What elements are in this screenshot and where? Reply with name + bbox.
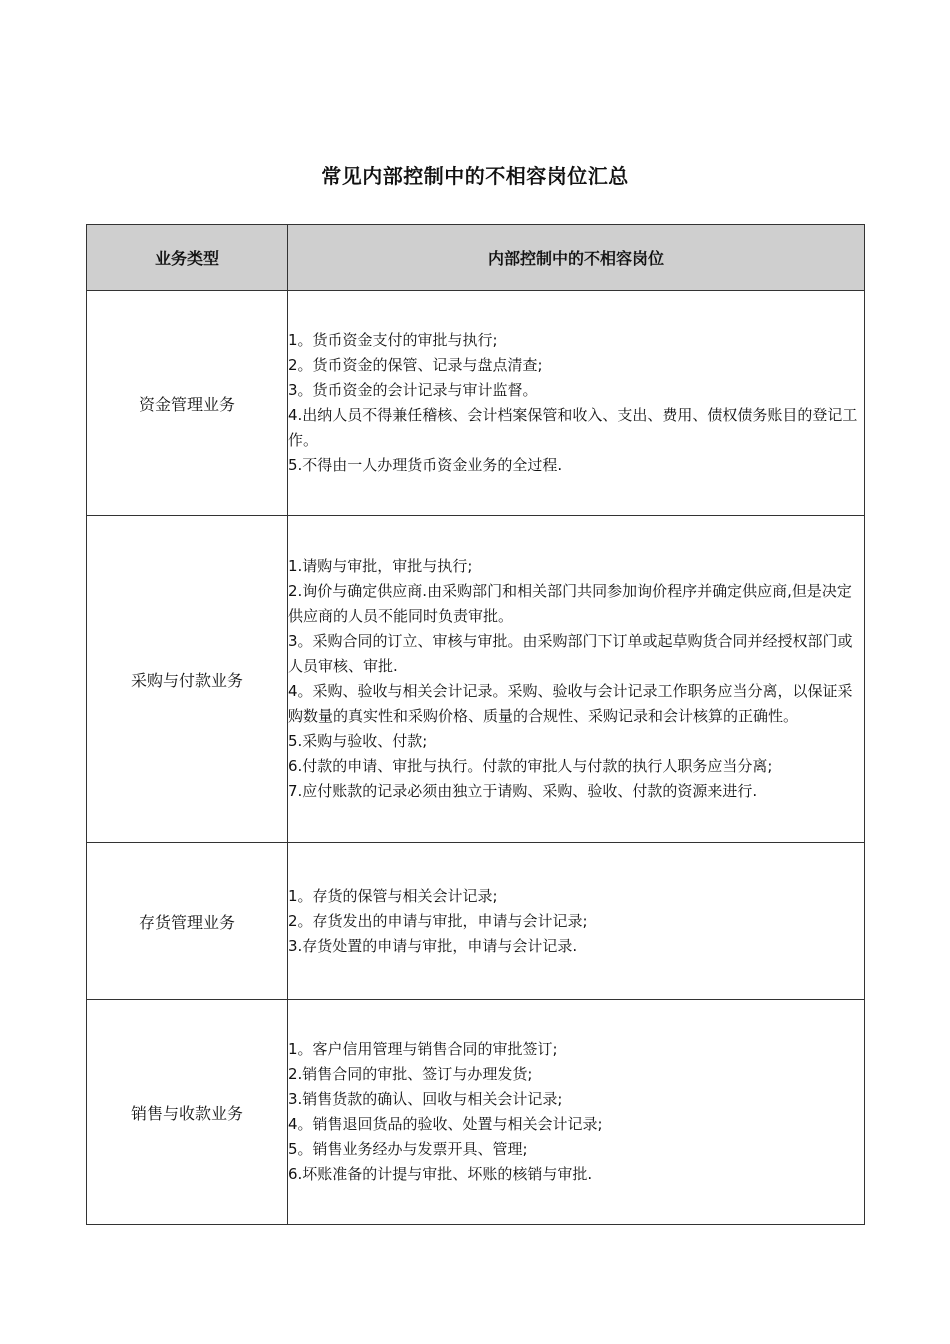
list-item: 5。销售业务经办与发票开具、管理; — [288, 1140, 528, 1158]
list-item: 4。销售退回货品的验收、处置与相关会计记录; — [288, 1115, 603, 1133]
table-row — [87, 1000, 865, 1225]
positions-list — [288, 884, 864, 959]
header-incompatible-positions: 内部控制中的不相容岗位 — [288, 225, 865, 291]
document-title: 常见内部控制中的不相容岗位汇总 — [321, 164, 629, 188]
list-item: 3。采购合同的订立、审核与审批。由采购部门下订单或起草购货合同并经授权部门或人员审核、审批. — [288, 632, 853, 675]
list-item: 5.不得由一人办理货币资金业务的全过程. — [288, 456, 563, 474]
positions-list — [288, 554, 864, 804]
list-item: 4。采购、验收与相关会计记录。采购、验收与会计记录工作职务应当分离，以保证采购数量的真实性和采购价格、质量的合规性、采购记录和会计核算的正确性。 — [288, 682, 853, 725]
business-type-cell: 存货管理业务 — [87, 843, 288, 1000]
list-item: 2。货币资金的保管、记录与盘点清查; — [288, 356, 543, 374]
business-type-cell: 销售与收款业务 — [87, 1000, 288, 1225]
header-business-type: 业务类型 — [87, 225, 288, 291]
list-item: 1.请购与审批，审批与执行; — [288, 557, 473, 575]
table-row — [87, 516, 865, 843]
table-header-row — [87, 225, 865, 291]
list-item: 1。存货的保管与相关会计记录; — [288, 886, 498, 905]
list-item: 3.存货处置的申请与审批，申请与会计记录. — [288, 936, 578, 955]
table-row — [87, 843, 865, 1000]
list-item: 1。客户信用管理与销售合同的审批签订; — [288, 1040, 558, 1058]
positions-cell — [288, 291, 865, 516]
business-type-cell: 采购与付款业务 — [87, 516, 288, 843]
list-item: 1。货币资金支付的审批与执行; — [288, 331, 498, 349]
positions-list — [288, 328, 864, 478]
positions-cell — [288, 516, 865, 843]
list-item: 7.应付账款的记录必须由独立于请购、采购、验收、付款的资源来进行. — [288, 782, 758, 800]
positions-list — [288, 1037, 864, 1187]
list-item: 5.采购与验收、付款; — [288, 732, 428, 750]
positions-cell — [288, 1000, 865, 1225]
list-item: 6.付款的申请、审批与执行。付款的审批人与付款的执行人职务应当分离; — [288, 757, 773, 775]
table-row — [87, 291, 865, 516]
list-item: 6.坏账准备的计提与审批、坏账的核销与审批. — [288, 1165, 593, 1183]
list-item: 2.询价与确定供应商.由采购部门和相关部门共同参加询价程序并确定供应商,但是决定供应商的人员不能同时负责审批。 — [288, 582, 852, 625]
incompatible-positions-table — [86, 224, 865, 1225]
list-item: 4.出纳人员不得兼任稽核、会计档案保管和收入、支出、费用、债权债务账目的登记工作。 — [288, 406, 858, 449]
business-type-cell: 资金管理业务 — [87, 291, 288, 516]
list-item: 2。存货发出的申请与审批，申请与会计记录; — [288, 911, 588, 930]
positions-cell — [288, 843, 865, 1000]
list-item: 3.销售货款的确认、回收与相关会计记录; — [288, 1090, 563, 1108]
list-item: 3。货币资金的会计记录与审计监督。 — [288, 381, 538, 399]
list-item: 2.销售合同的审批、签订与办理发货; — [288, 1065, 533, 1083]
